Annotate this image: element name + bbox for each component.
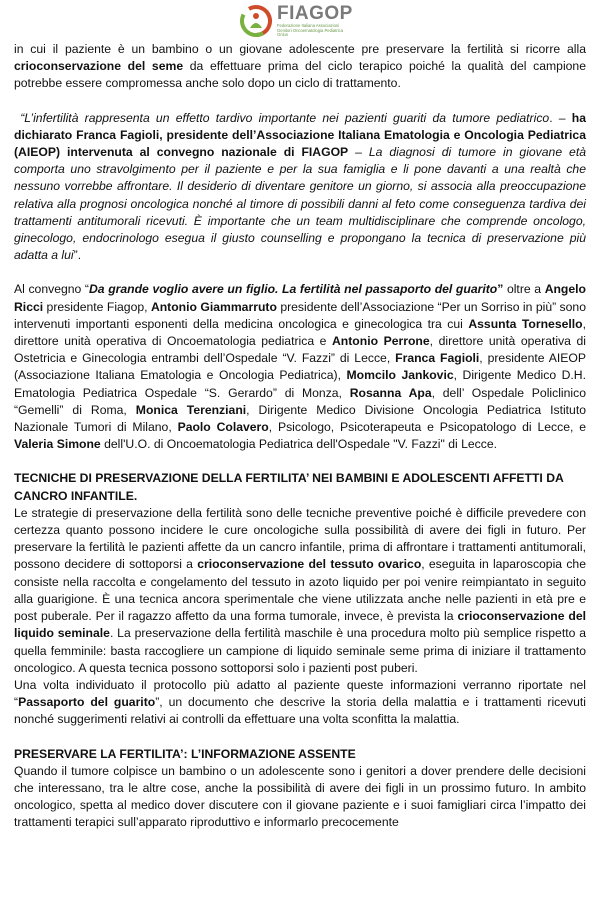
section-heading-missing-information: PRESERVARE LA FERTILITA’: L’INFORMAZIONE ASSENTE — [14, 746, 356, 761]
intro-paragraph: in cui il paziente è un bambino o un giovane adolescente pre preservare la fertilità si ricorre alla crioconservazione del seme da effettuare prima del ciclo terapico poiché la qualità del campione potrebbe essere compromessa anche solo dopo un ciclo di trattamento. — [14, 42, 586, 91]
section-heading-preservation-techniques: TECNICHE DI PRESERVAZIONE DELLA FERTILITA’ NEI BAMBINI E ADOLESCENTI AFFETTI DA CANCRO INFANTILE. — [14, 471, 564, 503]
page-header — [0, 0, 600, 42]
logo-name: FIAGOP — [277, 2, 353, 24]
techniques-paragraph: Le strategie di preservazione della fertilità sono delle tecniche preventive poiché è difficile prevedere con certezza quanto possono incidere le cure oncologiche sulla possibilità di avere dei figli in futuro. Per preservare la fertilità le pazienti affette da un cancro infantile, prima di affrontare i trattamenti antitumorali, possono decidere di sottoporsi a crioconservazione del tessuto ovarico, eseguita in laparoscopia che consiste nella raccolta e congelamento del tessuto in azoto liquido per poi venire reimpiantato in seguito alla guarigione. È una tecnica ancora sperimentale che viene utilizzata anche nelle pazienti in età pre e post puberale. Per il ragazzo affetto da una forma tumorale, invece, è prevista la crioconservazione del liquido seminale. La preservazione della fertilità maschile è una procedura molto più semplice rispetto a quella femminile: basta raccogliere un campione di liquido seminale seme prima di iniziare il trattamento oncologico. A questa tecnica possono sottoporsi solo i pazienti post puberi. — [14, 505, 586, 675]
passport-paragraph: Una volta individuato il protocollo più adatto al paziente queste informazioni verranno riportate nel “Passaporto del guarito”, un documento che descrive la storia della malattia e i trattamenti ricevuti nonché suggerimenti relativi ai controlli da effettuare una volta sconfitta la malattia. — [14, 677, 587, 727]
convention-paragraph: Al convegno “Da grande voglio avere un figlio. La fertilità nel passaporto del guarito” oltre a Angelo Ricci presidente Fiagop, Antonio Giammarruto presidente dell’Associazione “Per un Sorriso in più” sono intervenuti importanti esponenti della medicina oncologica e ginecologica tra cui Assunta Tornesello, direttore unità operativa di Oncoematologia pediatrica e Antonio Perrone, direttore unità operativa di Ostetricia e Ginecologia entrambi dell’Ospedale “V. Fazzi” di Lecce, Franca Fagioli, presidente AIEOP (Associazione Italiana Ematologia e Oncologia Pediatrica), Momcilo Jankovic, Dirigente Medico D.H. Ematologia Pediatrica Ospedale “S. Gerardo” di Monza, Rosanna Apa, dell’ Ospedale Policlinico “Gemelli” di Roma, Monica Terenziani, Dirigente Medico Divisione Oncologia Pediatrica Istituto Nazionale Tumori di Milano, Paolo Colavero, Psicologo, Psicoterapeuta e Psicopatologo di Lecce, e Valeria Simone dell'U.O. di Oncoematologia Pediatrica dell'Ospedale "V. Fazzi" di Lecce. — [14, 282, 587, 452]
quote-paragraph: “L’infertilità rappresenta un effetto tardivo importante nei pazienti guariti da tumore pediatrico. – ha dichiarato Franca Fagioli, presidente dell’Associazione Italiana Ematologia e Oncologia Pediatrica (AIEOP) intervenuta al convegno nazionale di FIAGOP – La diagnosi di tumore in giovane età comporta uno stravolgimento per il paziente e per la sua famiglia e li pone davanti a una realtà che nessuno vorrebbe affrontare. Il desiderio di diventare genitore un giorno, si associa alla preoccupazione relativa alla prognosi oncologica nonché al timore di possibili danni al feto come conseguenza tardiva dei trattamenti antitumorali ricevuti. È importante che un team multidisciplinare che comprende oncologo, ginecologo, endocrinologo esegua il giusto counselling e propongano la tecnica di preservazione più adatta a lui”. — [14, 110, 587, 263]
article-body — [14, 41, 586, 832]
logo-subtitle: Federazione Italiana Associazioni Genitori Oncoematologia Pediatrica Onlus — [277, 22, 344, 38]
fiagop-logo — [239, 2, 363, 40]
information-paragraph: Quando il tumore colpisce un bambino o un adolescente sono i genitori a dover prendere delle decisioni che interessano, tra le altre cose, anche la possibilità di avere dei figli in un prossimo futuro. In ambito oncologico, spetta al medico dover discutere con il giovane paziente e i suoi famigliari circa l’impatto dei trattamenti terapici sull’apparato riproduttivo e informarlo precocemente — [14, 763, 586, 830]
fiagop-emblem-icon — [239, 4, 273, 38]
